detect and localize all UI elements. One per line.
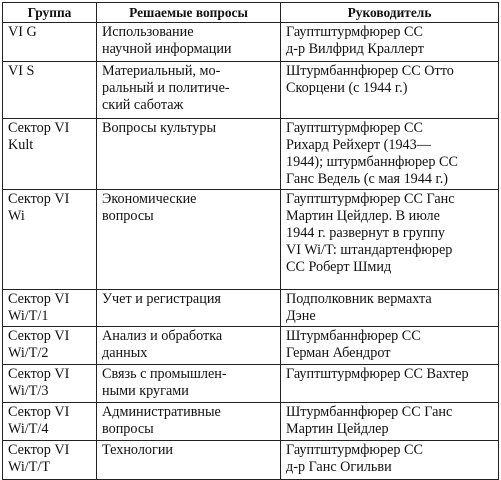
cell-leader: Подполковник вермахта Дэне <box>281 290 499 327</box>
table-row <box>3 23 499 62</box>
cell-leader: Гауптштурмфюрер СС д-р Ганс Огильви <box>281 441 499 480</box>
document-table <box>2 2 499 480</box>
cell-leader: Штурмбаннфюрер СС Отто Скорцени (с 1944 г.) <box>281 62 499 119</box>
cell-group: Сектор VI Wi/T/4 <box>3 403 97 441</box>
cell-leader: Штурмбаннфюрер СС Ганс Мартин Цейдлер <box>281 403 499 441</box>
cell-issues: Административные вопросы <box>97 403 281 441</box>
table-row <box>3 290 499 327</box>
table-row <box>3 62 499 119</box>
cell-issues: Связь с промышлен- ными кругами <box>97 365 281 403</box>
cell-group: Сектор VI Wi/T/T <box>3 441 97 480</box>
cell-leader: Гауптштурмфюрер СС д-р Вилфрид Краллерт <box>281 23 499 62</box>
header-leader: Руководитель <box>281 3 499 23</box>
cell-leader: Штурмбаннфюрер СС Герман Абендрот <box>281 327 499 365</box>
cell-issues: Анализ и обработка данных <box>97 327 281 365</box>
cell-group: Сектор VI Kult <box>3 119 97 190</box>
cell-group: Сектор VI Wi <box>3 190 97 290</box>
cell-group: VI S <box>3 62 97 119</box>
cell-issues: Учет и регистрация <box>97 290 281 327</box>
table-row <box>3 190 499 290</box>
cell-group: Сектор VI Wi/T/1 <box>3 290 97 327</box>
table-row <box>3 365 499 403</box>
cell-leader: Гауптштурмфюрер СС Ганс Мартин Цейдлер. В июле 1944 г. развернут в группу VI Wi/T: штандартенфюрер СС Роберт Шмид <box>281 190 499 290</box>
table-row <box>3 441 499 480</box>
cell-leader: Гауптштурмфюрер СС Вахтер <box>281 365 499 403</box>
cell-leader: Гауптштурмфюрер СС Рихард Рейхерт (1943— 1944); штурмбаннфюрер СС Ганс Ведель (с мая 1944 г.) <box>281 119 499 190</box>
cell-issues: Вопросы культуры <box>97 119 281 190</box>
header-issues: Решаемые вопросы <box>97 3 281 23</box>
cell-issues: Материальный, мо- ральный и политиче- ский саботаж <box>97 62 281 119</box>
header-group: Группа <box>3 3 97 23</box>
cell-group: VI G <box>3 23 97 62</box>
table-row <box>3 119 499 190</box>
table-row <box>3 327 499 365</box>
cell-issues: Использование научной информации <box>97 23 281 62</box>
table-header-row <box>3 3 499 23</box>
table-row <box>3 403 499 441</box>
cell-issues: Экономические вопросы <box>97 190 281 290</box>
cell-issues: Технологии <box>97 441 281 480</box>
cell-group: Сектор VI Wi/T/3 <box>3 365 97 403</box>
cell-group: Сектор VI Wi/T/2 <box>3 327 97 365</box>
